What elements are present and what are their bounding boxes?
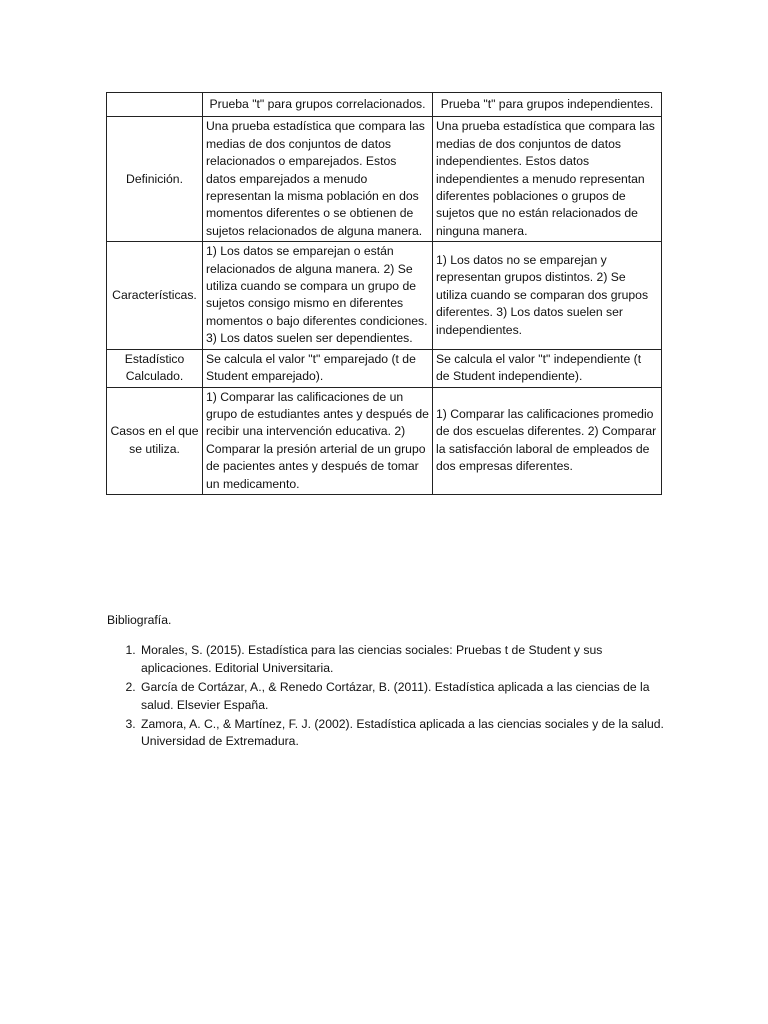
cell-independientes: 1) Los datos no se emparejan y representan grupos distintos. 2) Se utiliza cuando se comparan dos grupos diferentes. 3) Los datos suelen ser independientes. bbox=[433, 242, 662, 349]
cell-correlacionados: Se calcula el valor "t" emparejado (t de Student emparejado). bbox=[203, 349, 433, 387]
cell-correlacionados: 1) Comparar las calificaciones de un grupo de estudiantes antes y después de recibir una intervención educativa. 2) Comparar la presión arterial de un grupo de pacientes antes y después de tomar un medicamento. bbox=[203, 387, 433, 494]
cell-independientes: Se calcula el valor "t" independiente (t de Student independiente). bbox=[433, 349, 662, 387]
row-label: Casos en el que se utiliza. bbox=[107, 387, 203, 494]
row-label: Definición. bbox=[107, 117, 203, 242]
cell-independientes: 1) Comparar las calificaciones promedio de dos escuelas diferentes. 2) Comparar la satisfacción laboral de empleados de dos empresas diferentes. bbox=[433, 387, 662, 494]
reference-item: 3. Zamora, A. C., & Martínez, F. J. (2002). Estadística aplicada a las ciencias sociales y de la salud. Universidad de Extremadura. bbox=[139, 716, 667, 751]
table-header-row bbox=[107, 93, 662, 117]
cell-independientes: Una prueba estadística que compara las medias de dos conjuntos de datos independientes. Estos datos independientes a menudo representan diferentes poblaciones o grupos de sujetos que no están relacionados de ninguna manera. bbox=[433, 117, 662, 242]
row-label: Estadístico Calculado. bbox=[107, 349, 203, 387]
bibliography-section bbox=[107, 612, 667, 753]
header-empty-cell bbox=[107, 93, 203, 117]
table-row-casos bbox=[107, 387, 662, 494]
table-row-definicion bbox=[107, 117, 662, 242]
comparison-table bbox=[106, 92, 662, 495]
table-row-estadistico bbox=[107, 349, 662, 387]
header-independientes: Prueba "t" para grupos independientes. bbox=[433, 93, 662, 117]
cell-correlacionados: Una prueba estadística que compara las medias de dos conjuntos de datos relacionados o emparejados. Estos datos emparejados a menudo representan la misma población en dos momentos diferentes o se obtienen de sujetos relacionados de alguna manera. bbox=[203, 117, 433, 242]
cell-correlacionados: 1) Los datos se emparejan o están relacionados de alguna manera. 2) Se utiliza cuando se compara un grupo de sujetos consigo mismo en diferentes momentos o bajo diferentes condiciones. 3) Los datos suelen ser dependientes. bbox=[203, 242, 433, 349]
reference-item: 1. Morales, S. (2015). Estadística para las ciencias sociales: Pruebas t de Student y sus aplicaciones. Editorial Universitaria. bbox=[139, 642, 667, 677]
reference-list bbox=[107, 642, 667, 750]
reference-item: 2. García de Cortázar, A., & Renedo Cortázar, B. (2011). Estadística aplicada a las ciencias de la salud. Elsevier España. bbox=[139, 679, 667, 714]
table-row-caracteristicas bbox=[107, 242, 662, 349]
header-correlacionados: Prueba "t" para grupos correlacionados. bbox=[203, 93, 433, 117]
row-label: Características. bbox=[107, 242, 203, 349]
bibliography-title: Bibliografía. bbox=[107, 613, 172, 627]
